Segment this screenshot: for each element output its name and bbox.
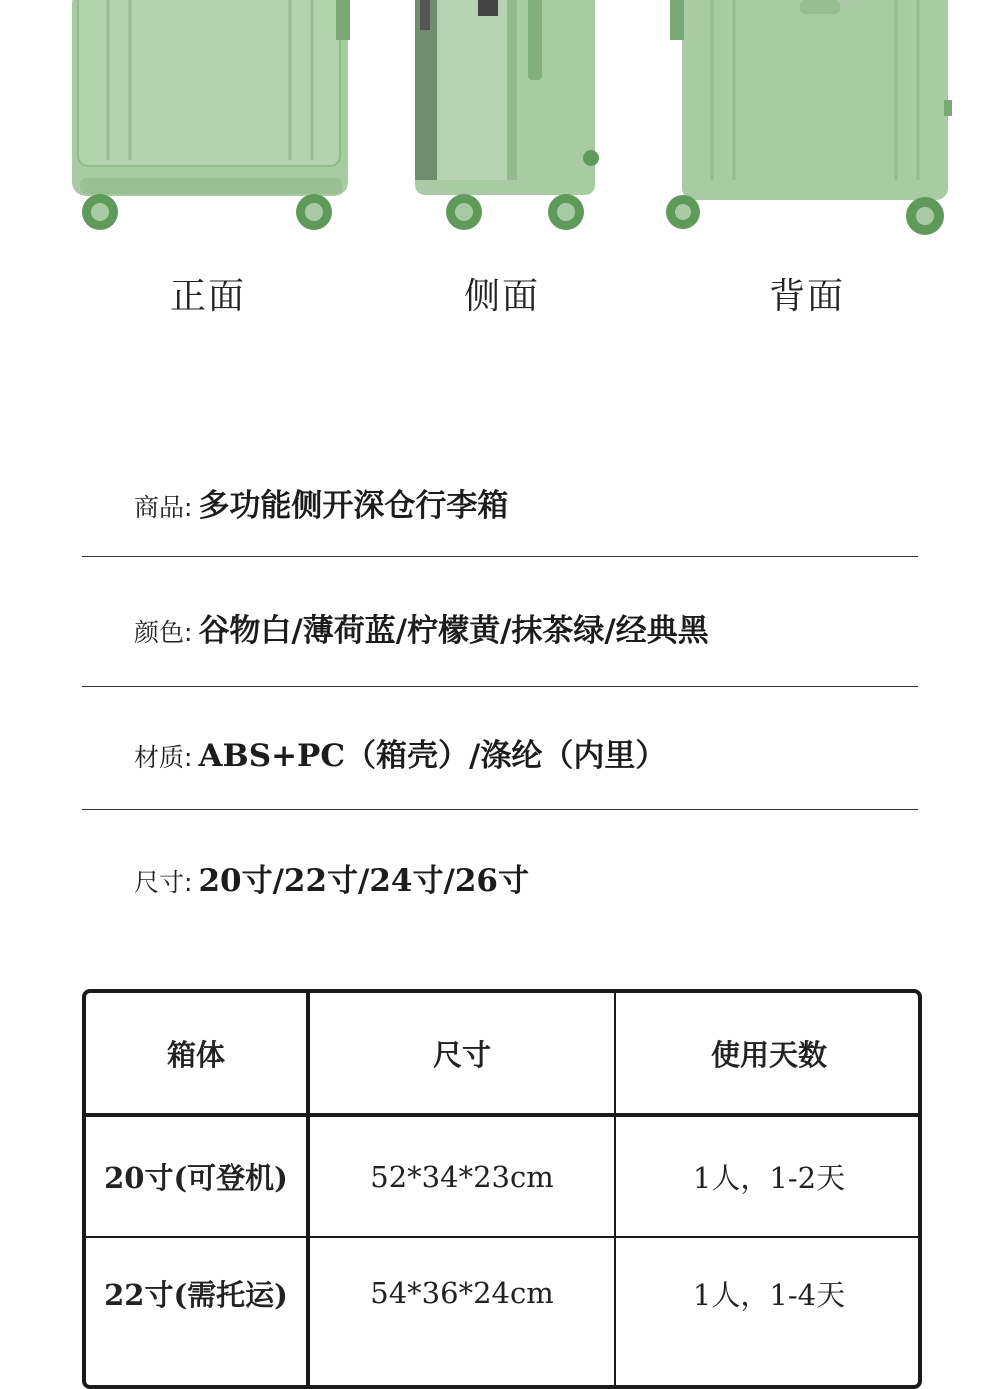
info-row-product [134,480,914,525]
info-value-color: 谷物白/薄荷蓝/柠檬黄/抹茶绿/经典黑 [198,613,709,649]
table-cell-size-22: 54*36*24cm [370,1276,554,1310]
info-label-product: 商品: [134,493,193,522]
info-label-color: 颜色: [134,618,193,647]
suitcase-side-image [415,0,599,230]
divider [82,686,918,687]
view-label-front: 正面 [169,276,246,317]
suitcase-back-image [666,0,952,235]
table-header-body: 箱体 [166,1037,225,1072]
table-cell-days-22: 1人，1-4天 [692,1277,846,1312]
info-label-size: 尺寸: [134,868,193,897]
view-label-back: 背面 [768,276,845,317]
info-value-product: 多功能侧开深仓行李箱 [198,488,509,524]
table-cell-body-22: 22寸(需托运) [104,1277,288,1312]
view-label-side: 侧面 [463,276,540,317]
suitcase-illustrations [0,0,1000,250]
info-value-material: ABS+PC（箱壳）/涤纶（内里） [198,738,667,774]
divider [82,556,918,557]
info-row-color [134,605,914,650]
suitcase-front-image [72,0,350,230]
info-label-material: 材质: [134,743,193,772]
table-cell-body-20: 20寸(可登机) [104,1161,288,1195]
suitcase-views [0,0,1000,330]
spec-table [82,989,922,1389]
info-row-material [134,730,914,775]
table-header-days: 使用天数 [710,1037,827,1072]
info-row-size [134,855,914,900]
table-cell-size-20: 52*34*23cm [370,1159,554,1194]
table-header-size: 尺寸 [432,1037,491,1072]
divider [82,809,918,810]
table-cell-days-20: 1人，1-2天 [692,1161,846,1195]
info-value-size: 20寸/22寸/24寸/26寸 [198,863,529,899]
